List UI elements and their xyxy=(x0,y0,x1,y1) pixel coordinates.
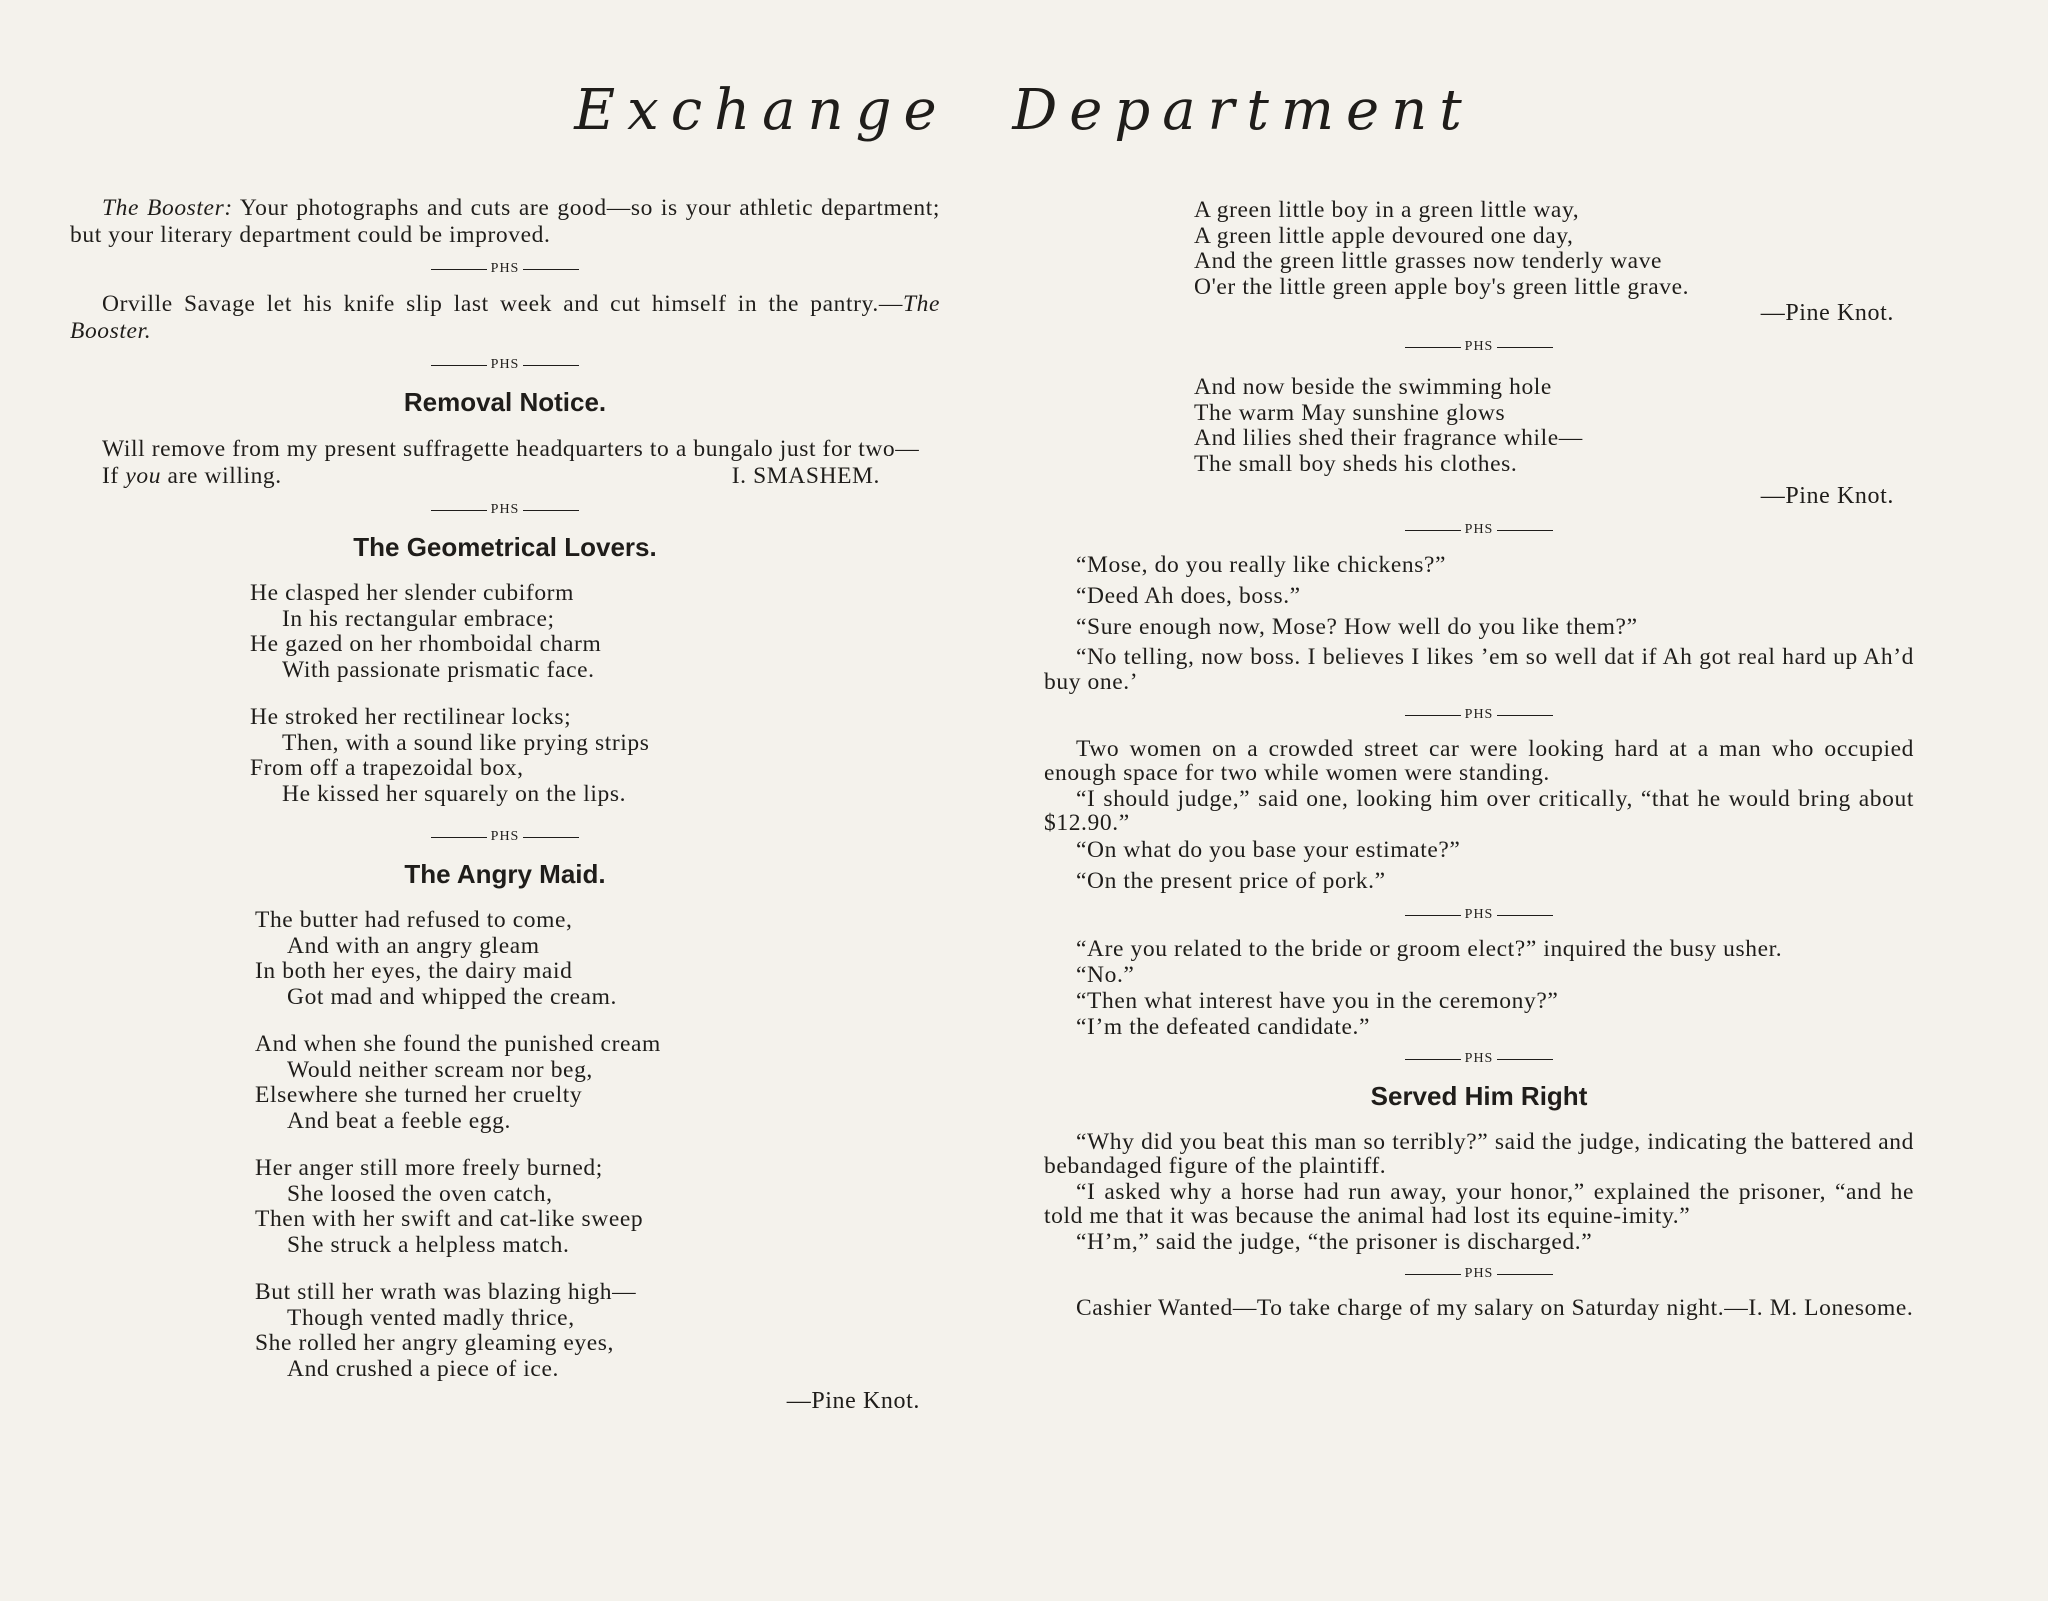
poem-line: O'er the little green apple boy's green little grave. xyxy=(1194,273,1690,300)
poem-line: The warm May sunshine glows xyxy=(1194,399,1506,426)
poem-line: And with an angry gleam xyxy=(287,932,540,959)
story-paragraph: “Then what interest have you in the ceremony?” xyxy=(1076,988,1559,1014)
dialogue-line: “Mose, do you really like chickens?” xyxy=(1076,552,1447,578)
booster-review xyxy=(70,195,940,249)
poem-line: The butter had refused to come, xyxy=(255,907,573,933)
booster-source: The Booster: xyxy=(102,195,233,221)
phs-separator: PHS xyxy=(1044,1051,1914,1067)
cashier-item: Cashier Wanted—To take charge of my salary on Saturday night.—I. M. Lonesome. xyxy=(1076,1295,1914,1321)
phs-separator: PHS xyxy=(70,829,940,845)
poem-line: And now beside the swimming hole xyxy=(1194,374,1552,400)
phs-separator: PHS xyxy=(1044,707,1914,723)
story-paragraph: “I asked why a horse had run away, your honor,” explained the prisoner, “and he told me that it was because the animal had lost its equine-imity.” xyxy=(1044,1179,1914,1229)
poem-line: She struck a helpless match. xyxy=(287,1231,570,1258)
served-heading: Served Him Right xyxy=(1370,1081,1588,1111)
orville-text: Orville Savage let his knife slip last week and cut himself in the pantry.— xyxy=(102,291,903,317)
poem-line: Then with her swift and cat-like sweep xyxy=(255,1206,644,1232)
poem-line: Got mad and whipped the cream. xyxy=(287,983,617,1010)
removal-heading: Removal Notice. xyxy=(403,387,607,417)
geometrical-poem xyxy=(70,581,940,807)
poem-line: A green little boy in a green little way, xyxy=(1194,197,1580,223)
poem-stanza xyxy=(250,705,940,807)
booster-review-text: Your photographs and cuts are good—so is your athletic department; but your literary department could be improved. xyxy=(70,195,940,248)
story-paragraph: “On what do you base your estimate?” xyxy=(1076,837,1461,863)
left-column xyxy=(70,195,940,1419)
poem-line: He stroked her rectilinear locks; xyxy=(250,704,572,730)
dialogue-line: “Deed Ah does, boss.” xyxy=(1076,583,1301,609)
poem-line: And crushed a piece of ice. xyxy=(287,1355,559,1382)
poem-line: But still her wrath was blazing high— xyxy=(255,1279,637,1305)
phs-separator: PHS xyxy=(70,261,940,277)
green-boy-attribution: —Pine Knot. xyxy=(1760,300,1894,326)
angry-maid-poem xyxy=(70,908,940,1382)
story-paragraph: “On the present price of pork.” xyxy=(1076,868,1386,894)
poem-stanza xyxy=(250,581,940,683)
story-paragraph: “I’m the defeated candidate.” xyxy=(1076,1014,1371,1040)
poem-line: And when she found the punished cream xyxy=(255,1031,661,1057)
swimming-poem xyxy=(1044,375,1914,477)
poem-line: Then, with a sound like prying strips xyxy=(282,729,650,756)
story-paragraph: “No.” xyxy=(1076,962,1135,988)
phs-separator: PHS xyxy=(1044,1266,1914,1282)
poem-stanza xyxy=(255,1032,940,1134)
right-column xyxy=(1044,198,1914,1322)
removal-signature: I. SMASHEM. xyxy=(731,463,880,489)
poem-line: He clasped her slender cubiform xyxy=(250,580,574,606)
dialogue-line: “Sure enough now, Mose? How well do you like them?” xyxy=(1076,614,1638,640)
story-paragraph: “Why did you beat this man so terribly?” said the judge, indicating the battered and bebandaged figure of the plaintiff. xyxy=(1044,1129,1914,1179)
poem-line: Elsewhere she turned her cruelty xyxy=(255,1082,583,1108)
orville-item xyxy=(70,291,940,345)
angry-maid-heading: The Angry Maid. xyxy=(404,859,606,889)
poem-line: A green little apple devoured one day, xyxy=(1194,222,1574,249)
poem-line: He kissed her squarely on the lips. xyxy=(282,780,627,807)
poem-line: Though vented madly thrice, xyxy=(287,1304,575,1331)
removal-signature-line xyxy=(70,463,940,490)
poem-line: And the green little grasses now tenderly wave xyxy=(1194,248,1663,274)
removal-text: Will remove from my present suffragette headquarters to a bungalo just for two— xyxy=(102,436,920,462)
green-boy-poem xyxy=(1044,198,1794,300)
phs-separator: PHS xyxy=(1044,339,1914,355)
removal-if-line: If you are willing. xyxy=(102,463,282,489)
poem-line: She rolled her angry gleaming eyes, xyxy=(255,1330,615,1356)
poem-line: He gazed on her rhomboidal charm xyxy=(250,631,602,657)
poem-stanza xyxy=(255,1280,940,1382)
story-paragraph: “H’m,” said the judge, “the prisoner is discharged.” xyxy=(1076,1229,1593,1255)
poem-line: And beat a feeble egg. xyxy=(287,1107,511,1134)
phs-separator: PHS xyxy=(1044,522,1914,538)
poem-line: She loosed the oven catch, xyxy=(287,1180,553,1207)
swimming-attribution: —Pine Knot. xyxy=(1760,483,1894,509)
geometrical-heading: The Geometrical Lovers. xyxy=(353,532,657,562)
poem-line: The small boy sheds his clothes. xyxy=(1194,450,1518,477)
dialogue-line: “No telling, now boss. I believes I likes ’em so well dat if Ah got real hard up Ah’d buy one.’ xyxy=(1044,644,1914,695)
angry-maid-attribution: —Pine Knot. xyxy=(786,1388,920,1414)
poem-line: Would neither scream nor beg, xyxy=(287,1056,593,1083)
poem-line: From off a trapezoidal box, xyxy=(250,755,524,781)
story-paragraph: “Are you related to the bride or groom elect?” inquired the busy usher. xyxy=(1076,936,1783,962)
story-paragraph: Two women on a crowded street car were looking hard at a man who occupied enough space for two while women were standing. xyxy=(1044,736,1914,786)
removal-you: you xyxy=(125,463,162,489)
poem-line: In both her eyes, the dairy maid xyxy=(255,958,573,984)
story-paragraph: “I should judge,” said one, looking him over critically, “that he would bring about $12.90.” xyxy=(1044,786,1914,836)
poem-stanza xyxy=(255,1156,940,1258)
poem-line: With passionate prismatic face. xyxy=(282,656,595,683)
phs-separator: PHS xyxy=(70,357,940,373)
orville-source: The Booster. xyxy=(70,291,940,344)
poem-line: Her anger still more freely burned; xyxy=(255,1155,603,1181)
phs-separator: PHS xyxy=(1044,907,1914,923)
page-title: Exchange Department xyxy=(574,78,1474,143)
poem-line: And lilies shed their fragrance while— xyxy=(1194,425,1583,451)
poem-line: In his rectangular embrace; xyxy=(282,605,555,632)
poem-stanza xyxy=(255,908,940,1010)
phs-separator: PHS xyxy=(70,502,940,518)
